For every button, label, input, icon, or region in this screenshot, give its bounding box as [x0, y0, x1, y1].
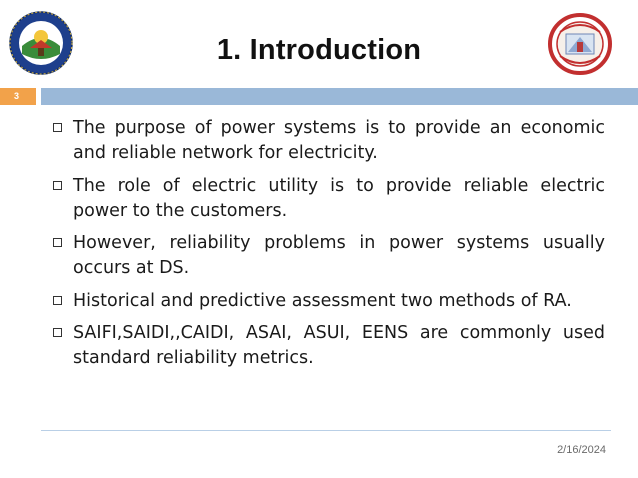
- square-bullet-icon: [53, 123, 62, 132]
- square-bullet-icon: [53, 328, 62, 337]
- bullet-list: [52, 116, 605, 379]
- bullet-item: [52, 174, 605, 224]
- bullet-text: However, reliability problems in power systems usually occurs at DS.: [73, 233, 605, 278]
- square-bullet-icon: [53, 296, 62, 305]
- bullet-item: [52, 231, 605, 281]
- bullet-text: The role of electric utility is to provide reliable electric power to the customers.: [73, 175, 605, 221]
- square-bullet-icon: [53, 238, 62, 247]
- footer-divider: [41, 430, 611, 431]
- square-bullet-icon: [53, 181, 62, 190]
- bullet-item: [52, 321, 605, 371]
- slide-title: 1. Introduction: [216, 34, 422, 66]
- bullet-text: SAIFI,SAIDI,,CAIDI, ASAI, ASUI, EENS are commonly used standard reliability metrics.: [73, 323, 605, 368]
- bullet-text: Historical and predictive assessment two methods of RA.: [73, 290, 572, 311]
- bullet-item: [52, 289, 605, 314]
- header-bar: [41, 88, 638, 105]
- slide-number-badge: 3: [0, 88, 36, 105]
- bullet-text: The purpose of power systems is to provide an economic and reliable network for electricity.: [73, 118, 605, 163]
- slide-date: 2/16/2024: [557, 444, 606, 456]
- bullet-item: [52, 116, 605, 166]
